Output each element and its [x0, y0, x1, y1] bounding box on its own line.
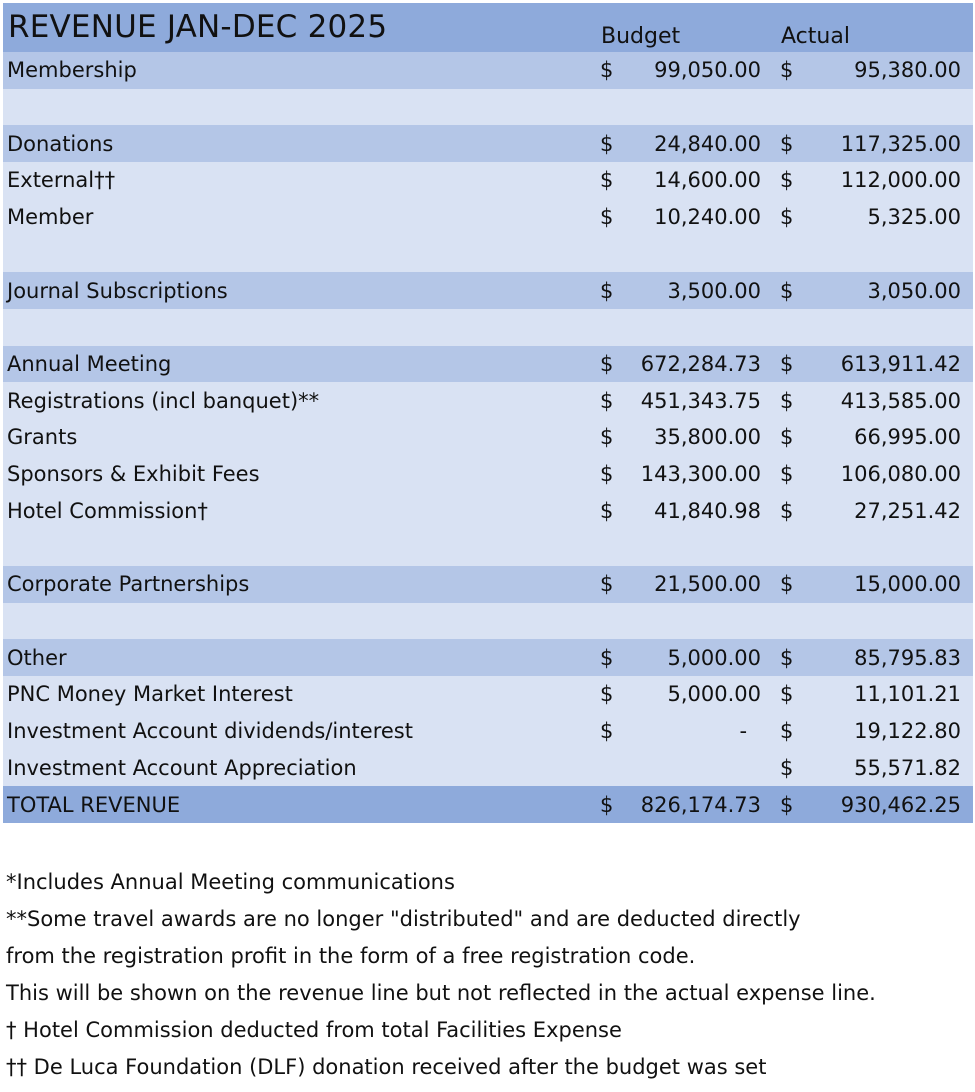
budget-currency: $ [593, 786, 621, 823]
table-row-total-revenue [3, 786, 973, 823]
table-row-hotel-commission [3, 492, 973, 529]
budget-value: 5,000.00 [621, 676, 773, 713]
row-label: Sponsors & Exhibit Fees [3, 456, 593, 493]
table-row-spacer [3, 529, 973, 566]
actual-value: 11,101.21 [801, 676, 973, 713]
actual-currency: $ [773, 125, 801, 162]
row-label: Annual Meeting [3, 346, 593, 383]
actual-currency: $ [773, 346, 801, 383]
footnote-line: This will be shown on the revenue line but not reflected in the actual expense line. [6, 981, 876, 1005]
budget-value: 24,840.00 [621, 125, 773, 162]
budget-currency: $ [593, 52, 621, 89]
revenue-table [3, 3, 973, 823]
actual-currency: $ [773, 676, 801, 713]
actual-currency: $ [773, 382, 801, 419]
budget-currency: $ [593, 162, 621, 199]
actual-currency: $ [773, 786, 801, 823]
budget-value: 21,500.00 [621, 566, 773, 603]
actual-currency: $ [773, 492, 801, 529]
table-row-spacer [3, 309, 973, 346]
actual-value: 117,325.00 [801, 125, 973, 162]
actual-currency: $ [773, 52, 801, 89]
table-row-investment-appreciation [3, 749, 973, 786]
budget-value: 5,000.00 [621, 639, 773, 676]
table-title: REVENUE JAN-DEC 2025 [3, 3, 593, 52]
budget-currency: $ [593, 272, 621, 309]
row-label [3, 89, 593, 126]
actual-currency: $ [773, 639, 801, 676]
row-label: Journal Subscriptions [3, 272, 593, 309]
actual-value: 95,380.00 [801, 52, 973, 89]
table-row-other [3, 639, 973, 676]
actual-value: 5,325.00 [801, 199, 973, 236]
footnotes [6, 864, 968, 1086]
budget-currency: $ [593, 492, 621, 529]
actual-value: 106,080.00 [801, 456, 973, 493]
actual-value: 19,122.80 [801, 713, 973, 750]
table-row-annual-meeting [3, 346, 973, 383]
actual-value: 27,251.42 [801, 492, 973, 529]
table-row-corporate-partnerships [3, 566, 973, 603]
budget-currency: $ [593, 639, 621, 676]
actual-currency: $ [773, 713, 801, 750]
row-label: PNC Money Market Interest [3, 676, 593, 713]
actual-currency: $ [773, 419, 801, 456]
actual-value: 112,000.00 [801, 162, 973, 199]
actual-value: 413,585.00 [801, 382, 973, 419]
footnote-line: **Some travel awards are no longer "distributed" and are deducted directly [6, 907, 801, 931]
table-row-donations [3, 125, 973, 162]
table-row-member [3, 199, 973, 236]
row-label [3, 529, 593, 566]
row-label: Member [3, 199, 593, 236]
budget-value: 99,050.00 [621, 52, 773, 89]
footnote-line: †† De Luca Foundation (DLF) donation received after the budget was set [6, 1055, 767, 1079]
actual-value: 66,995.00 [801, 419, 973, 456]
budget-value: 672,284.73 [621, 346, 773, 383]
budget-currency: $ [593, 419, 621, 456]
row-label: External†† [3, 162, 593, 199]
row-label: Hotel Commission† [3, 492, 593, 529]
total-label: TOTAL REVENUE [3, 786, 593, 823]
footnote-line: † Hotel Commission deducted from total Facilities Expense [6, 1018, 622, 1042]
budget-currency: $ [593, 125, 621, 162]
budget-currency: $ [593, 676, 621, 713]
budget-value [621, 749, 773, 786]
header-row [3, 3, 973, 52]
actual-value: 15,000.00 [801, 566, 973, 603]
actual-currency: $ [773, 566, 801, 603]
actual-currency: $ [773, 199, 801, 236]
row-label: Membership [3, 52, 593, 89]
budget-total: 826,174.73 [621, 786, 773, 823]
table-row-registrations [3, 382, 973, 419]
table-row-spacer [3, 89, 973, 126]
budget-value: 10,240.00 [621, 199, 773, 236]
row-label: Donations [3, 125, 593, 162]
table-row-sponsors-exhibit-fees [3, 456, 973, 493]
row-label: Other [3, 639, 593, 676]
budget-currency: $ [593, 199, 621, 236]
actual-currency: $ [773, 749, 801, 786]
budget-column-header: Budget [593, 3, 773, 52]
row-label [3, 235, 593, 272]
budget-value: 14,600.00 [621, 162, 773, 199]
budget-value: 41,840.98 [621, 492, 773, 529]
budget-value: 451,343.75 [621, 382, 773, 419]
actual-currency: $ [773, 162, 801, 199]
actual-column-header: Actual [773, 3, 973, 52]
budget-value: - [621, 713, 773, 750]
actual-value: 613,911.42 [801, 346, 973, 383]
budget-currency: $ [593, 382, 621, 419]
table-row-grants [3, 419, 973, 456]
table-row-pnc-money-market-interest [3, 676, 973, 713]
row-label: Investment Account Appreciation [3, 749, 593, 786]
budget-currency: $ [593, 713, 621, 750]
actual-currency: $ [773, 272, 801, 309]
table-row-membership [3, 52, 973, 89]
row-label: Investment Account dividends/interest [3, 713, 593, 750]
budget-value: 35,800.00 [621, 419, 773, 456]
budget-value: 143,300.00 [621, 456, 773, 493]
actual-currency: $ [773, 456, 801, 493]
table-row-spacer [3, 235, 973, 272]
footnote-line: from the registration profit in the form of a free registration code. [6, 944, 696, 968]
row-label: Corporate Partnerships [3, 566, 593, 603]
footnote-line: *Includes Annual Meeting communications [6, 870, 455, 894]
row-label [3, 309, 593, 346]
row-label: Registrations (incl banquet)** [3, 382, 593, 419]
row-label: Grants [3, 419, 593, 456]
actual-total: 930,462.25 [801, 786, 973, 823]
budget-value: 3,500.00 [621, 272, 773, 309]
table-row-external [3, 162, 973, 199]
actual-value: 3,050.00 [801, 272, 973, 309]
row-label [3, 603, 593, 640]
budget-currency: $ [593, 566, 621, 603]
budget-currency: $ [593, 346, 621, 383]
actual-value: 55,571.82 [801, 749, 973, 786]
budget-currency: $ [593, 456, 621, 493]
table-row-spacer [3, 603, 973, 640]
table-row-journal-subscriptions [3, 272, 973, 309]
table-row-investment-dividends [3, 713, 973, 750]
actual-value: 85,795.83 [801, 639, 973, 676]
